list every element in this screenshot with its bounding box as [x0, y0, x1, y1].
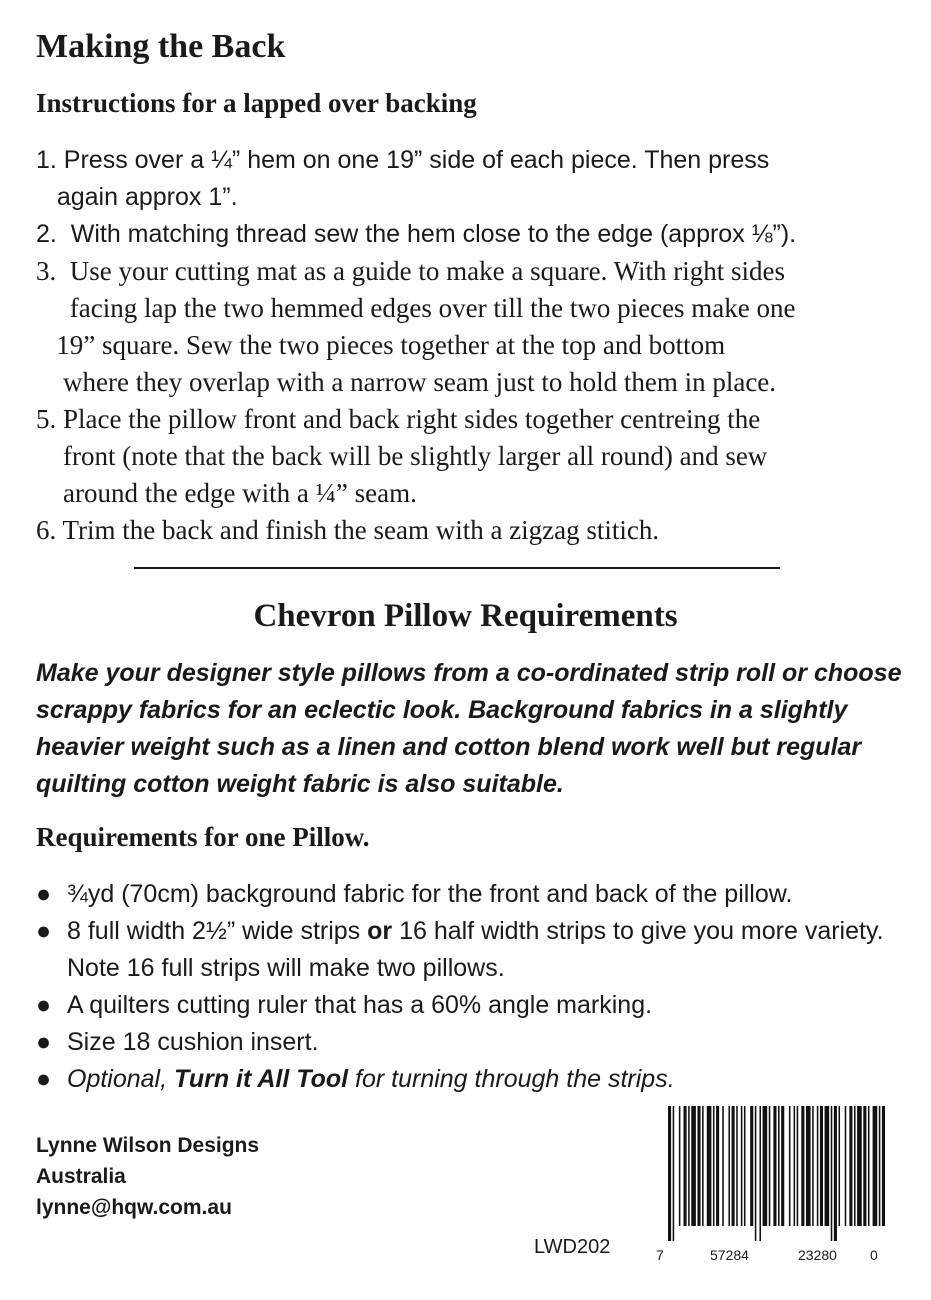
- list-item: [36, 987, 916, 1024]
- instruction-step: [36, 512, 916, 549]
- requirement-text: Size 18 cushion insert.: [67, 1028, 319, 1056]
- instruction-line: around the edge with a ¼” seam.: [36, 478, 417, 508]
- instruction-line: 1. Press over a ¼” hem on one 19” side of each piece. Then press: [36, 146, 770, 174]
- bullet-icon: ●: [36, 1028, 52, 1056]
- requirements-intro: Make your designer style pillows from a co-ordinated strip roll or choose scrappy fabrics for an eclectic look. Background fabrics in a slightly heavier weight such as a linen and cotton blend work well but regular quilting cotton weight fabric is also suitable.: [36, 659, 902, 798]
- contact-block: [36, 1130, 259, 1223]
- requirement-text: Optional,: [67, 1065, 175, 1093]
- barcode-digit-left: 7: [656, 1247, 664, 1263]
- list-item: [36, 913, 916, 987]
- company-country: Australia: [36, 1165, 126, 1188]
- divider: [134, 567, 780, 569]
- list-item: [36, 1024, 916, 1061]
- requirement-emphasis: Turn it All Tool: [174, 1065, 349, 1093]
- requirement-text: 16 half width strips to give you more variety. Note 16 full strips will make two pillows.: [67, 917, 884, 982]
- requirement-text: A quilters cutting ruler that has a 60% angle marking.: [67, 991, 653, 1019]
- instruction-line: 3. Use your cutting mat as a guide to make a square. With right sides: [36, 256, 785, 286]
- barcode-digit-right: 0: [870, 1247, 878, 1263]
- requirement-emphasis: or: [367, 917, 393, 945]
- bullet-icon: ●: [36, 917, 52, 945]
- list-item: [36, 1061, 916, 1098]
- company-name: Lynne Wilson Designs: [36, 1134, 260, 1157]
- instruction-line: 2. With matching thread sew the hem close to the edge (approx ⅛”).: [36, 220, 797, 248]
- requirement-text: 8 full width 2½” wide strips: [67, 917, 368, 945]
- section-title-making-back: Making the Back: [36, 28, 286, 65]
- bullet-icon: ●: [36, 991, 52, 1019]
- instruction-line: front (note that the back will be slightly larger all round) and sew: [36, 441, 768, 471]
- bullet-icon: ●: [36, 880, 52, 908]
- instruction-line: 6. Trim the back and finish the seam with a zigzag stitich.: [36, 515, 660, 545]
- instruction-step: [36, 216, 916, 253]
- barcode-group-2: 23280: [798, 1247, 837, 1263]
- barcode-group-1: 57284: [710, 1247, 749, 1263]
- list-item: [36, 876, 916, 913]
- requirements-subtitle: Requirements for one Pillow.: [36, 822, 370, 852]
- instruction-step: [36, 401, 916, 512]
- instruction-steps: [36, 142, 916, 549]
- requirement-text: ¾yd (70cm) background fabric for the front and back of the pillow.: [67, 880, 793, 908]
- instruction-line: 5. Place the pillow front and back right sides together centreing the: [36, 404, 761, 434]
- requirements-title: Chevron Pillow Requirements: [253, 598, 678, 634]
- instruction-line: again approx 1”.: [36, 183, 238, 211]
- instruction-step: [36, 142, 916, 216]
- instruction-line: where they overlap with a narrow seam just to hold them in place.: [36, 367, 777, 397]
- company-email: lynne@hqw.com.au: [36, 1196, 232, 1219]
- requirements-list: [36, 876, 916, 1098]
- instruction-step: [36, 253, 916, 401]
- bullet-icon: ●: [36, 1065, 52, 1093]
- section-subtitle-lapped-backing: Instructions for a lapped over backing: [36, 88, 477, 118]
- product-code: LWD202: [534, 1236, 611, 1258]
- barcode-image: [668, 1106, 888, 1241]
- requirement-text: for turning through the strips.: [348, 1065, 675, 1093]
- instruction-line: 19” square. Sew the two pieces together at the top and bottom: [36, 330, 726, 360]
- instruction-line: facing lap the two hemmed edges over till the two pieces make one: [36, 293, 796, 323]
